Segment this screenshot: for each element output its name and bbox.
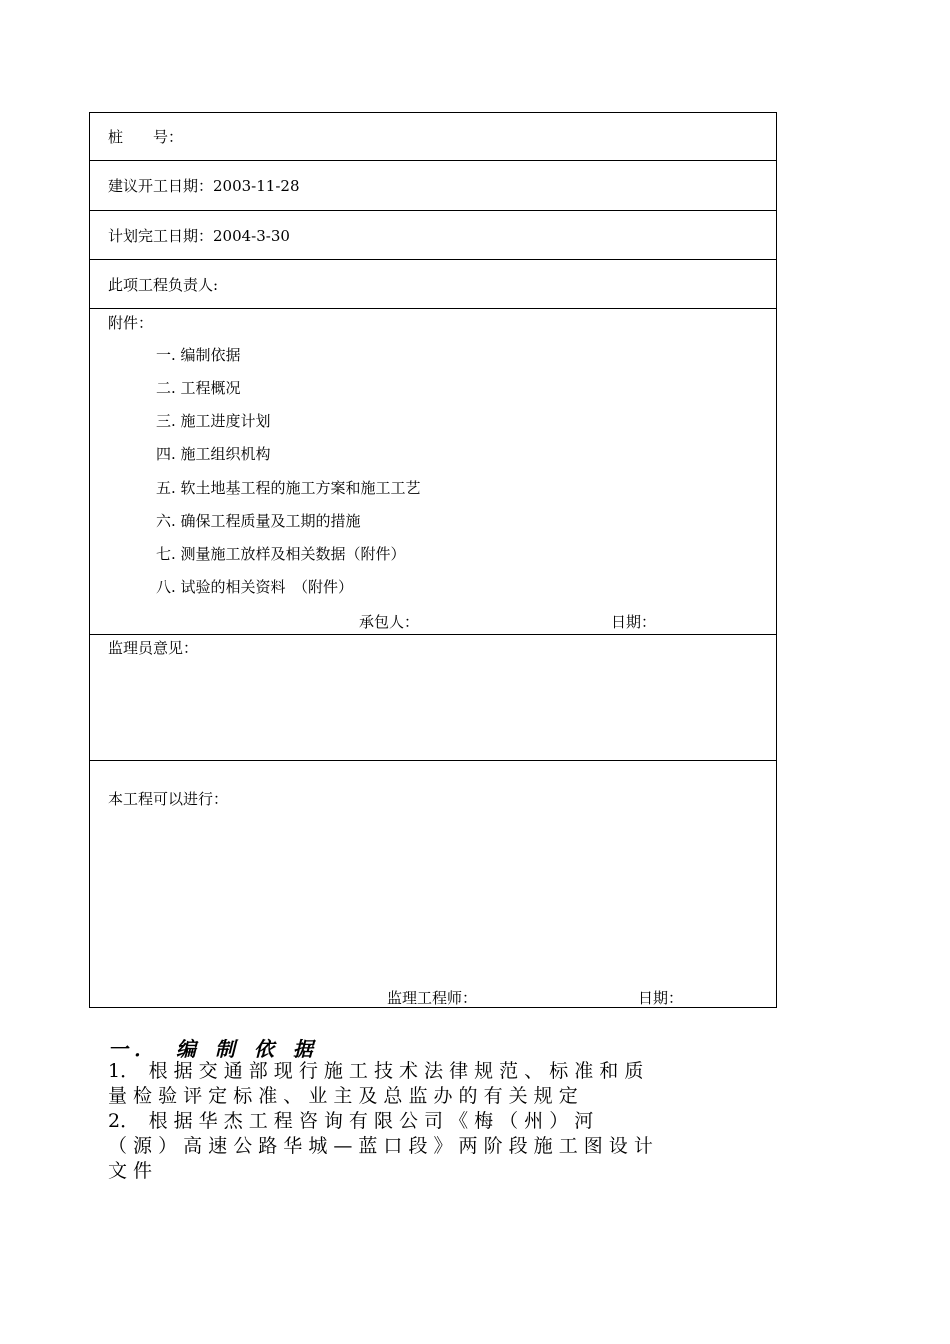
application-form-table: [89, 112, 777, 1008]
attachments-row: [90, 309, 776, 635]
attachment-item: 三. 施工进度计划: [156, 412, 271, 430]
person-in-charge-row: [90, 260, 776, 309]
pile-no-row: [90, 113, 776, 161]
finish-date-row: [90, 211, 776, 260]
engineer-label: 监理工程师：: [387, 989, 478, 1007]
person-in-charge-label: 此项工程负责人:: [108, 276, 219, 294]
supervisor-opinion-label: 监理员意见：: [108, 639, 199, 657]
supervisor-opinion-row: [90, 635, 776, 761]
attachment-item: 八. 试验的相关资料 （附件）: [156, 578, 354, 596]
contractor-label: 承包人：: [359, 613, 420, 631]
section-heading: 一． 编 制 依 据: [108, 1037, 319, 1061]
section-line: 文 件: [108, 1160, 153, 1182]
pile-no-label: 桩 号：: [108, 128, 184, 146]
attachment-item: 六. 确保工程质量及工期的措施: [156, 512, 361, 530]
finish-date-label: 计划完工日期：2004-3-30: [108, 227, 290, 245]
section-line: （ 源 ） 高 速 公 路 华 城 — 蓝 口 段 》 两 阶 段 施 工 图 设 计: [108, 1135, 653, 1157]
attachment-item: 四. 施工组织机构: [156, 445, 271, 463]
attachment-item: 七. 测量施工放样及相关数据（附件）: [156, 545, 406, 563]
section-line: 量 检 验 评 定 标 准 、 业 主 及 总 监 办 的 有 关 规 定: [108, 1085, 578, 1107]
start-date-label: 建议开工日期：2003-11-28: [108, 177, 300, 195]
approval-row: [90, 761, 776, 1007]
attachment-item: 一. 编制依据: [156, 346, 241, 364]
attachment-item: 五. 软土地基工程的施工方案和施工工艺: [156, 479, 421, 497]
attachments-label: 附件：: [108, 314, 154, 332]
attachment-item: 二. 工程概况: [156, 379, 241, 397]
start-date-row: [90, 161, 776, 211]
engineer-date-label: 日期：: [638, 989, 684, 1007]
section-line: 2． 根 据 华 杰 工 程 咨 询 有 限 公 司 《 梅 （ 州 ） 河: [108, 1110, 594, 1132]
contractor-date-label: 日期：: [611, 613, 657, 631]
proceed-label: 本工程可以进行：: [108, 790, 229, 808]
section-line: 1． 根 据 交 通 部 现 行 施 工 技 术 法 律 规 范 、 标 准 和 质: [108, 1060, 644, 1082]
